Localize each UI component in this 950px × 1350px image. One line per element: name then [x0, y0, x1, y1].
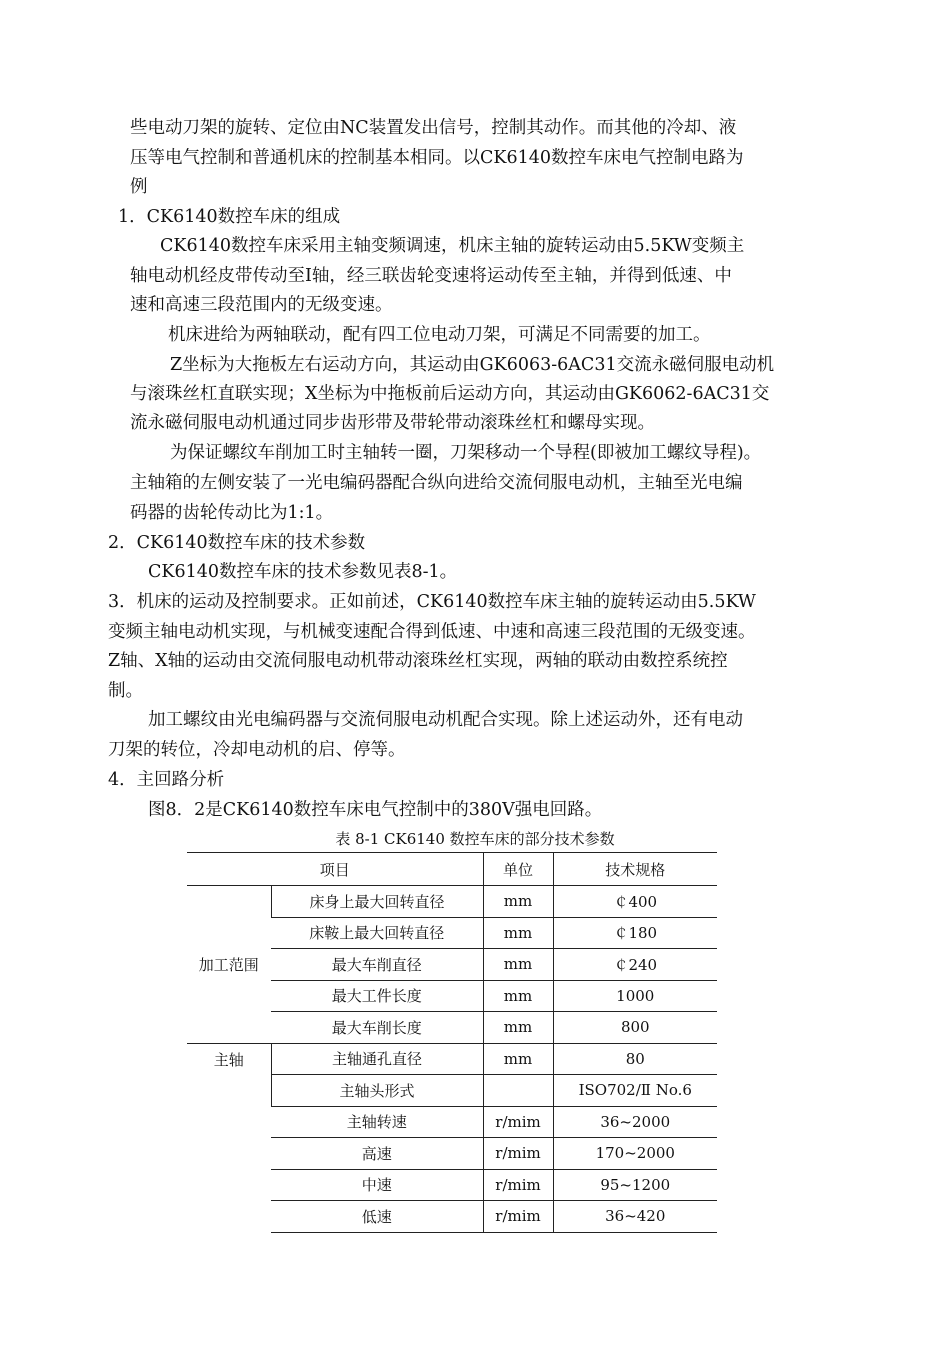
- param-name: 最大工件长度: [271, 980, 483, 1012]
- param-name: 低速: [271, 1201, 483, 1233]
- param-unit: mm: [483, 980, 553, 1012]
- paragraph-line: 机床进给为两轴联动，配有四工位电动刀架，可满足不同需要的加工。: [168, 325, 711, 345]
- paragraph-line: Z坐标为大拖板左右运动方向，其运动由GK6063-6AC31交流永磁伺服电动机: [170, 355, 775, 375]
- param-name: 最大车削直径: [271, 949, 483, 981]
- param-value: 1000: [553, 980, 717, 1012]
- paragraph-line: 流永磁伺服电动机通过同步齿形带及带轮带动滚珠丝杠和螺母实现。: [130, 413, 655, 433]
- header-unit: 单位: [483, 853, 553, 886]
- param-value: 80: [553, 1043, 717, 1075]
- param-name: 主轴通孔直径: [271, 1043, 483, 1075]
- param-unit: r/mim: [483, 1201, 553, 1233]
- param-unit: r/mim: [483, 1169, 553, 1201]
- param-name: 主轴头形式: [271, 1075, 483, 1107]
- spec-table: [187, 852, 717, 1233]
- paragraph-line: 图8．2是CK6140数控车床电气控制中的380V强电回路。: [148, 800, 603, 820]
- param-value: 95~1200: [553, 1169, 717, 1201]
- header-spec: 技术规格: [553, 853, 717, 886]
- table-caption: 表 8-1 CK6140 数控车床的部分技术参数: [335, 830, 615, 848]
- section-heading-3: 3．机床的运动及控制要求。正如前述，CK6140数控车床主轴的旋转运动由5.5KW: [108, 592, 756, 612]
- param-name: 床身上最大回转直径: [271, 886, 483, 918]
- param-value: 36~2000: [553, 1106, 717, 1138]
- paragraph-line: 主轴箱的左侧安装了一光电编码器配合纵向进给交流伺服电动机，主轴至光电编: [130, 473, 743, 493]
- param-value: 800: [553, 1012, 717, 1044]
- param-unit: mm: [483, 886, 553, 918]
- table-row: [187, 1075, 717, 1107]
- paragraph-line: 制。: [108, 681, 143, 701]
- param-name: 最大车削长度: [271, 1012, 483, 1044]
- param-name: 高速: [271, 1138, 483, 1170]
- paragraph-line: Z轴、X轴的运动由交流伺服电动机带动滚珠丝杠实现，两轴的联动由数控系统控: [108, 651, 728, 671]
- param-value: ￠400: [553, 886, 717, 918]
- param-value: 170~2000: [553, 1138, 717, 1170]
- section-heading-2: 2．CK6140数控车床的技术参数: [108, 533, 366, 553]
- group-cell: 加工范围: [187, 886, 271, 1044]
- group-cell: 主轴: [187, 1043, 271, 1075]
- param-name: 主轴转速: [271, 1106, 483, 1138]
- param-unit: r/mim: [483, 1106, 553, 1138]
- param-unit: mm: [483, 917, 553, 949]
- param-unit: [483, 1075, 553, 1107]
- paragraph-line: 为保证螺纹车削加工时主轴转一圈，刀架移动一个导程(即被加工螺纹导程)。: [170, 443, 762, 463]
- table-row: [187, 1043, 717, 1075]
- paragraph-line: CK6140数控车床的技术参数见表8-1。: [148, 562, 458, 582]
- paragraph-line: 压等电气控制和普通机床的控制基本相同。以CK6140数控车床电气控制电路为: [130, 148, 744, 168]
- param-name: 床鞍上最大回转直径: [271, 917, 483, 949]
- section-heading-1: 1．CK6140数控车床的组成: [118, 207, 341, 227]
- param-value: ISO702/Ⅱ No.6: [553, 1075, 717, 1107]
- table-row: [187, 886, 717, 918]
- paragraph-line: 轴电动机经皮带传动至Ⅰ轴，经三联齿轮变速将运动传至主轴，并得到低速、中: [130, 266, 732, 286]
- paragraph-line: 与滚珠丝杠直联实现；X坐标为中拖板前后运动方向，其运动由GK6062-6AC31交: [130, 384, 770, 404]
- table-header-row: [187, 853, 717, 886]
- param-value: 36~420: [553, 1201, 717, 1233]
- param-unit: mm: [483, 1043, 553, 1075]
- header-item: 项目: [187, 853, 483, 886]
- paragraph-line: 速和高速三段范围内的无级变速。: [130, 295, 393, 315]
- param-value: ￠240: [553, 949, 717, 981]
- group-cell-empty: [187, 1075, 271, 1233]
- paragraph-line: 加工螺纹由光电编码器与交流伺服电动机配合实现。除上述运动外，还有电动: [148, 710, 743, 730]
- param-value: ￠180: [553, 917, 717, 949]
- paragraph-line: CK6140数控车床采用主轴变频调速，机床主轴的旋转运动由5.5KW变频主: [160, 236, 745, 256]
- paragraph-line: 些电动刀架的旋转、定位由NC装置发出信号，控制其动作。而其他的冷却、液: [130, 118, 737, 138]
- param-unit: mm: [483, 1012, 553, 1044]
- param-name: 中速: [271, 1169, 483, 1201]
- section-heading-4: 4．主回路分析: [108, 770, 225, 790]
- param-unit: r/mim: [483, 1138, 553, 1170]
- paragraph-line: 例: [130, 177, 148, 197]
- paragraph-line: 刀架的转位，冷却电动机的启、停等。: [108, 740, 406, 760]
- param-unit: mm: [483, 949, 553, 981]
- paragraph-line: 变频主轴电动机实现，与机械变速配合得到低速、中速和高速三段范围的无级变速。: [108, 622, 756, 642]
- paragraph-line: 码器的齿轮传动比为1:1。: [130, 503, 334, 523]
